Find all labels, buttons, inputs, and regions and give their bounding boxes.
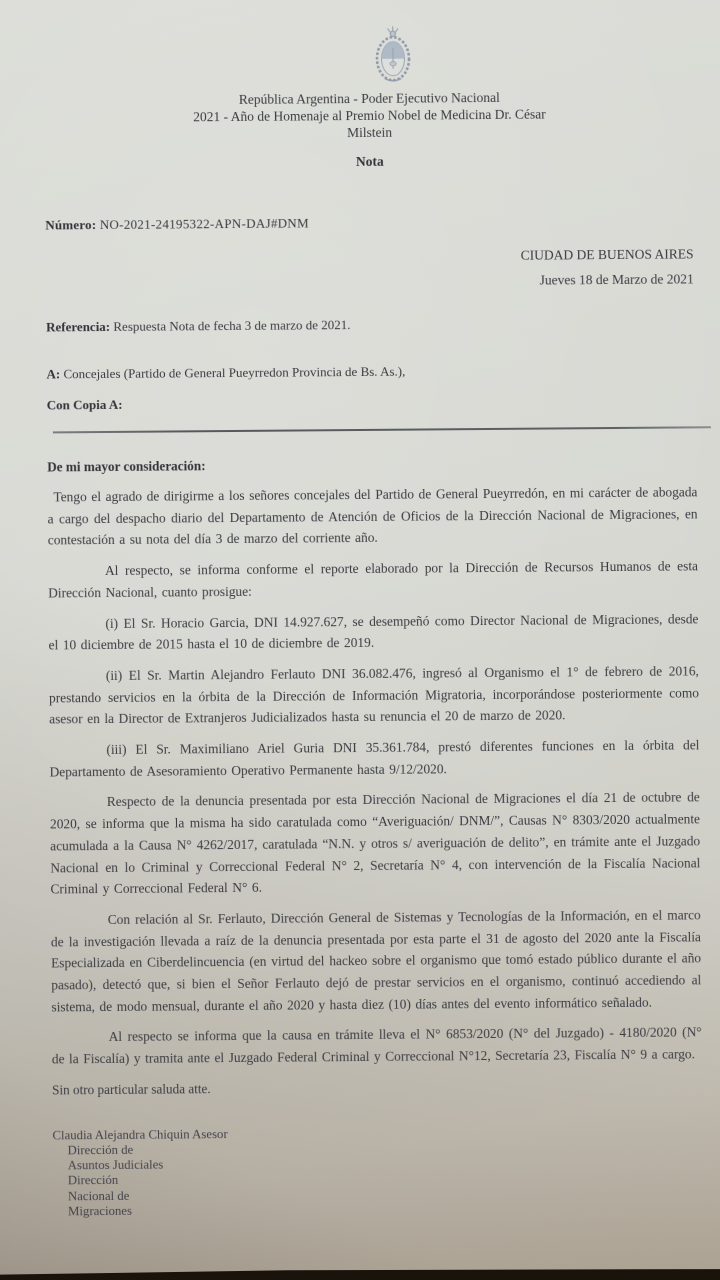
signer-org-line: Dirección [67,1173,119,1188]
body-paragraph: Al respecto se informa que la causa en trámite lleva el N° 6853/2020 (N° del Juzgado) - 4180/2020 (N° de la Fiscalía) y tramita ante el Juzgado Federal Criminal y Correccional N°12, Secretaría 23, Fiscalía N° 9 a cargo. [51,1024,702,1067]
signer-org-line: Dirección de [67,1142,134,1158]
city-line: CIUDAD DE BUENOS AIRES [520,246,694,263]
reference-label: Referencia: [46,318,111,335]
header-org-line: República Argentina - Poder Ejecutivo Nacional [238,89,500,107]
salutation: De mi mayor consideración: [47,458,206,475]
body-paragraph: (ii) El Sr. Martin Alejandro Ferlauto DNI 36.082.476, ingresó al Organismo el 1° de febrero de 2016, prestando servicios en la órbita de la Dirección de Información Migratoria, incorporándose posteriormente como asesor en la Director de Extranjeros Judicializados hasta su renuncia el 20 de marzo de 2020. [48,663,700,727]
body-paragraph: (iii) El Sr. Maximiliano Ariel Guria DNI 35.361.784, prestó diferentes funciones en la órbita del Departamento de Asesoramiento Operativo Permanente hasta 9/12/2020. [49,737,700,780]
number-label: Número: [45,217,97,233]
photo-edge-shadow [0,1266,720,1280]
doc-type-title: Nota [355,153,384,170]
date-line: Jueves 18 de Marzo de 2021 [539,271,694,288]
signature-block [52,1123,703,1219]
body-paragraph: Al respecto, se informa conforme el reporte elaborado por la Dirección de Recursos Humanos de esta Dirección Nacional, cuanto prosigue: [48,558,699,601]
body-paragraph: (i) El Sr. Horacio Garcia, DNI 14.927.627, se desempeñó como Director Nacional de Migraciones, desde el 10 diciembre de 2015 hasta el 10 de diciembre de 2019. [48,610,699,653]
body-paragraph: Respecto de la denuncia presentada por esta Dirección Nacional de Migraciones el día 21 de octubre de 2020, se informa que la misma ha sido caratulada como “Averiguación/ DNM/”, Causas N° 8303/2020 actualmente acumulada a la Causa N° 4262/2017, caratulada “N.N. y otros s/ averiguación de delito”, en trámite ante el Juzgado Nacional en lo Criminal y Correccional Federal N° 2, Secretaría N° 4, con intervención de la Fiscalía Nacional Criminal y Correccional Federal N° 6. [49,789,701,897]
reference-line [46,314,696,335]
header-year-line-1: 2021 - Año de Homenaje al Premio Nobel de Medicina Dr. César [193,106,546,125]
horizontal-divider [53,426,711,433]
reference-value: Respuesta Nota de fecha 3 de marzo de 2021. [113,317,351,334]
signer-name: Claudia Alejandra Chiquin Asesor [52,1126,228,1143]
document-number-line [45,212,695,233]
body-paragraph: Con relación al Sr. Ferlauto, Dirección General de Sistemas y Tecnologías de la Información, en el marco de la investigación llevada a raíz de la denuncia presentada por esta parte el 31 de agosto del 2020 ante la Fiscalía Especializada en Ciberdelincuencia (en virtud del hackeo sobre el organismo que tomó estado público durante el año pasado), detectó que, si bien el Señor Ferlauto dejó de prestar servicios en el organismo, continuó accediendo al sistema, de modo mensual, durante el año 2020 y hasta diez (10) días antes del evento informático señalado. [50,907,702,1015]
number-value: NO-2021-24195322-APN-DAJ#DNM [99,215,309,233]
signer-org-line: Asuntos Judiciales [67,1157,164,1173]
body-paragraph: Tengo el agrado de dirigirme a los señores concejales del Partido de General Pueyrredón, en mi carácter de abogada a cargo del despacho diario del Departamento de Atención de Oficios de la Dirección Nacional de Migraciones, en contestación a su nota del día 3 de marzo del corriente año. [47,484,698,548]
closing-line: Sin otro particular saluda atte. [52,1081,211,1098]
place-date-block [45,241,695,296]
header-year-line-2: Milstein [347,124,393,141]
cc-line: Con Copia A: [46,396,123,413]
addressee-value: Concejales (Partido de General Pueyrredon Provincia de Bs. As.), [63,363,406,382]
addressee-label: A: [46,366,61,382]
signer-org-line: Migraciones [67,1203,133,1219]
argentina-coat-of-arms-icon [370,26,416,84]
signer-org-line: Nacional de [67,1188,130,1204]
addressee-line [46,361,696,382]
